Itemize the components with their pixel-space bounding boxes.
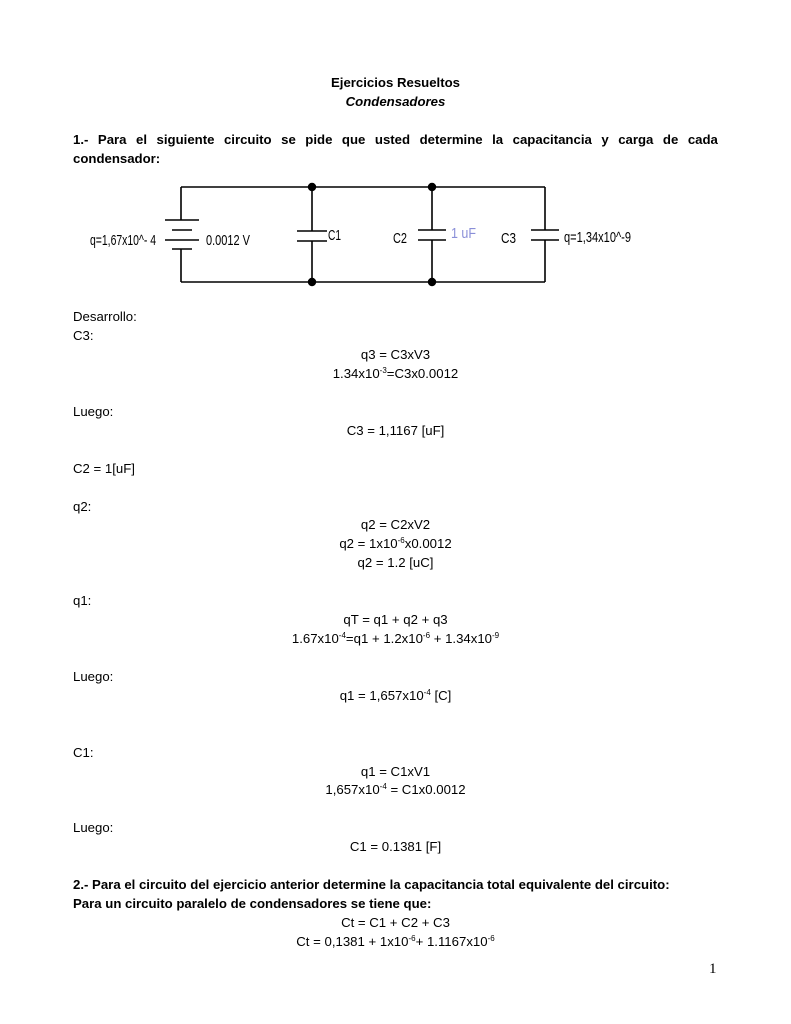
exercise-1-word: cada <box>687 132 718 147</box>
q1-result: $q1 = 1,657x10^{-4}$ [C] <box>339 688 452 703</box>
c2-value-label: 1 uF <box>451 225 476 242</box>
exercise-1-word: la <box>492 132 504 147</box>
exercise-1-word: el <box>136 132 148 147</box>
exercise-1-word: 1.- <box>73 132 89 147</box>
c1-equation-1: q1 = C1xV1 <box>360 764 431 779</box>
exercise-1-word: siguiente <box>156 132 215 147</box>
exercise-1-word: Para <box>97 132 127 147</box>
exercise-1-word: carga <box>618 132 654 147</box>
c3-section-label: C3: <box>73 328 94 343</box>
page-number: 1 <box>709 961 717 977</box>
q2-equation-1: q2 = C2xV2 <box>360 517 431 532</box>
c3-equation-2: $1.34x10^{-3}=C3x0.0012$ <box>332 366 459 381</box>
c1-equation-2: $1,657x10^{-4} = C1x0.0012$ <box>325 782 466 797</box>
exercise-1-word: usted <box>374 132 411 147</box>
c1-label: C1 <box>328 227 341 244</box>
exercise-1-word: de <box>662 132 679 147</box>
q2-section-label: q2: <box>73 499 92 514</box>
luego-label-2: Luego: <box>73 669 114 684</box>
source-charge-label: q=1,67x10^- 4 <box>90 232 156 249</box>
c3-equation-1: q3 = C3xV3 <box>360 347 431 362</box>
q1-equation-2: $1.67x10^{-4}=q1 + 1.2x10^{-6} + 1.34x10^{-9}$ <box>291 631 500 646</box>
q2-equation-2: $q2 = 1x10^{-6}x0.0012$ <box>339 536 452 551</box>
q2-equation-3: q2 = 1.2 [uC] <box>357 555 434 570</box>
exercise-1-word: se <box>281 132 296 147</box>
exercise-1-word: y <box>601 132 609 147</box>
c3-charge-label: q=1,34x10^-9 <box>564 229 631 246</box>
document-subtitle: Condensadores <box>345 94 446 109</box>
exercise-1-line-2: condensador: <box>73 151 161 166</box>
q1-section-label: q1: <box>73 593 92 608</box>
c3-result: C3 = 1,1167 [uF] <box>346 423 445 438</box>
q1-equation-1: qT = q1 + q2 + q3 <box>343 612 448 627</box>
battery-symbol <box>165 220 199 249</box>
c1-section-label: C1: <box>73 745 94 760</box>
c2-value-line: C2 = 1[uF] <box>73 461 135 476</box>
exercise-1-word: pide <box>305 132 333 147</box>
circuit-diagram <box>0 0 791 300</box>
c2-label: C2 <box>393 230 407 247</box>
exercise-2-subtext: Para un circuito paralelo de condensadores se tiene que: <box>73 896 432 911</box>
voltage-label: 0.0012 V <box>206 232 250 249</box>
c1-result: C1 = 0.1381 [F] <box>349 839 442 854</box>
exercise-1-word: circuito <box>223 132 272 147</box>
exercise-1-word: determine <box>419 132 483 147</box>
exercise-1-word: capacitancia <box>512 132 592 147</box>
exercise-2-statement: 2.- Para el circuito del ejercicio anterior determine la capacitancia total equivalente del circuito: <box>73 877 670 892</box>
exercise-1-word: que <box>341 132 366 147</box>
desarrollo-heading: Desarrollo: <box>73 309 137 324</box>
c3-label: C3 <box>501 230 516 247</box>
document-title: Ejercicios Resueltos <box>330 75 460 90</box>
exercise-2-equation-2: $Ct = 0,1381 + 1x10^{-6}+ 1.1167x10^{-6}$ <box>296 934 495 949</box>
exercise-2-equation-1: Ct = C1 + C2 + C3 <box>341 915 450 930</box>
luego-label-3: Luego: <box>73 820 114 835</box>
luego-label-1: Luego: <box>73 404 114 419</box>
